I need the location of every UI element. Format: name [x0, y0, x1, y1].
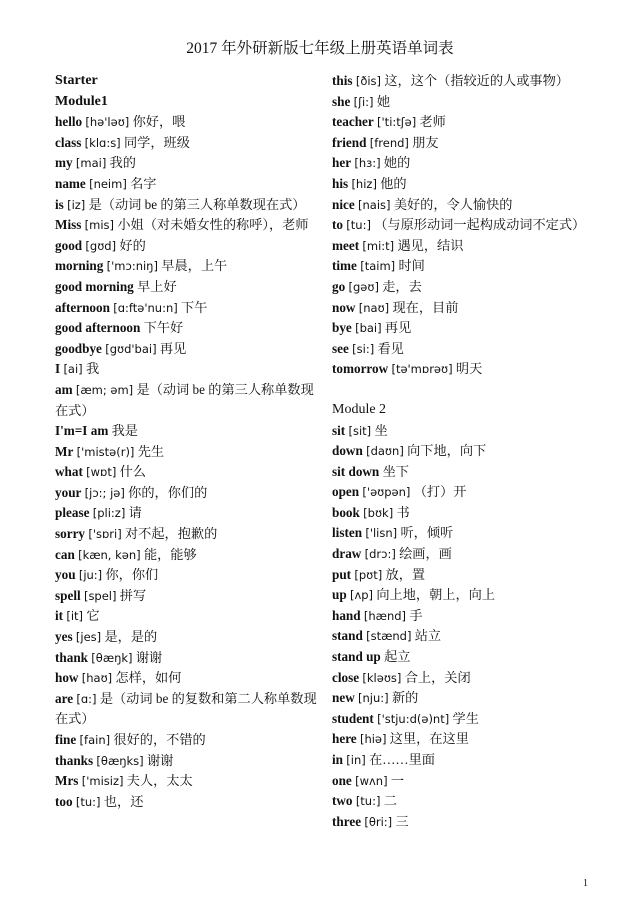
vocab-word: name: [55, 175, 86, 191]
vocab-phonetic: [taim]: [360, 259, 396, 274]
vocab-phonetic: [ʃi:]: [353, 94, 374, 109]
vocab-phonetic: [drɔ:]: [364, 547, 396, 562]
vocab-word: please: [55, 505, 90, 521]
vocab-entry: [332, 421, 602, 442]
vocab-phonetic: [it]: [66, 609, 84, 624]
vocab-word: book: [332, 504, 360, 520]
vocab-entry: [55, 236, 317, 257]
vocab-word: how: [55, 670, 79, 686]
vocab-phonetic: [kæn, kən]: [78, 547, 141, 562]
vocab-entry: [55, 359, 317, 380]
vocab-phonetic: [tu:]: [355, 794, 381, 809]
vocab-phonetic: [pʊt]: [354, 567, 383, 582]
vocab-entry: [55, 195, 317, 216]
vocab-entry: [332, 112, 602, 133]
vocab-word: time: [332, 258, 357, 274]
vocab-word: fine: [55, 732, 77, 747]
vocab-meaning: 是（动词 be 的复数和第二人称单数现在式）: [55, 690, 317, 727]
vocab-word: afternoon: [55, 299, 110, 315]
vocab-word: student: [332, 710, 374, 726]
vocab-phonetic: [jes]: [75, 630, 102, 645]
vocab-meaning: 怎样，如何: [115, 670, 182, 686]
vocab-phonetic: [fain]: [79, 733, 111, 747]
vocab-word: bye: [332, 320, 352, 336]
vocab-word: Mrs: [55, 773, 79, 789]
vocab-phonetic: [hiz]: [351, 176, 377, 191]
vocab-entry: [55, 174, 317, 195]
vocab-phonetic: [kləʊs]: [362, 670, 402, 685]
vocab-entry: [332, 215, 602, 236]
vocab-entry: [55, 648, 317, 669]
right-entry-list-2: [332, 421, 602, 833]
vocab-entry: [55, 771, 317, 792]
vocab-meaning: 遇见，结识: [397, 237, 464, 253]
vocab-phonetic: [frend]: [369, 135, 409, 150]
module-heading-2: Module 2: [332, 401, 387, 417]
vocab-word: now: [332, 299, 356, 315]
vocab-meaning: 拼写: [119, 587, 147, 603]
vocab-entry: [332, 585, 602, 606]
vocab-meaning: 早上好: [137, 278, 177, 294]
vocab-entry: [332, 174, 602, 195]
vocab-phonetic: [spel]: [83, 588, 117, 603]
vocab-meaning: 你，你们: [105, 567, 159, 583]
vocab-meaning: 你好，喂: [132, 114, 186, 130]
vocab-word: good afternoon: [55, 320, 141, 336]
vocab-phonetic: [nju:]: [358, 691, 389, 706]
vocab-entry: [55, 215, 317, 236]
vocab-entry: [332, 750, 602, 771]
vocab-word: her: [332, 155, 352, 171]
vocab-meaning: 他的: [380, 175, 407, 191]
vocab-phonetic: [daʊn]: [366, 444, 404, 459]
vocab-meaning: 时间: [398, 258, 425, 274]
vocab-entry: [332, 441, 602, 462]
vocab-meaning: 再见: [159, 340, 187, 356]
vocab-meaning: 三: [395, 813, 409, 829]
vocab-meaning: 朋友: [412, 134, 439, 150]
vocab-entry: [55, 380, 317, 421]
vocab-meaning: 听，倾听: [400, 525, 454, 541]
vocab-phonetic: [ai]: [63, 362, 83, 377]
left-entry-list: [55, 112, 317, 812]
vocab-meaning: 再见: [384, 320, 412, 336]
vocab-word: yes: [55, 629, 73, 645]
vocab-entry: [55, 318, 317, 339]
vocab-entry: [332, 647, 602, 668]
vocab-phonetic: [stænd]: [366, 629, 412, 644]
vocab-word: close: [332, 669, 360, 685]
vocab-meaning: 现在，目前: [392, 299, 459, 315]
vocab-phonetic: [tu:]: [346, 218, 371, 233]
vocab-meaning: 很好的，不错的: [113, 732, 206, 747]
vocab-meaning: 我是: [111, 423, 138, 439]
vocab-entry: [332, 688, 602, 709]
vocab-phonetic: [ju:]: [78, 568, 103, 583]
vocab-entry: [55, 483, 317, 504]
vocab-meaning: （与原形动词一起构成动词不定式）: [374, 217, 586, 233]
vocab-meaning: 书: [396, 504, 410, 520]
vocab-phonetic: [θri:]: [364, 814, 393, 829]
vocab-meaning: 好的: [119, 237, 146, 253]
vocab-meaning: 坐: [374, 422, 388, 438]
vocab-meaning: 起立: [384, 649, 411, 665]
vocab-word: what: [55, 464, 83, 480]
vocab-entry: [332, 236, 602, 257]
vocab-phonetic: [klɑ:s]: [84, 135, 121, 150]
vocab-entry: [332, 626, 602, 647]
module-heading-1: Module1: [55, 93, 108, 109]
vocab-meaning: 一: [390, 772, 405, 788]
vocab-word: meet: [332, 237, 360, 253]
vocab-word: can: [55, 546, 75, 562]
vocab-phonetic: ['misiz]: [81, 774, 124, 789]
vocab-word: see: [332, 340, 349, 356]
vocab-entry: [332, 195, 602, 216]
vocab-phonetic: ['əʊpən]: [362, 485, 411, 500]
vocab-entry: [332, 771, 602, 792]
vocab-phonetic: [gʊd'bai]: [105, 341, 157, 356]
vocab-word: spell: [55, 587, 81, 603]
vocab-phonetic: [mis]: [84, 218, 115, 233]
vocab-word: I'm=I am: [55, 423, 109, 439]
vocab-entry: [332, 812, 602, 833]
vocab-phonetic: [tə'mɒrəʊ]: [391, 362, 453, 377]
vocab-phonetic: [ʌp]: [349, 588, 374, 603]
vocab-phonetic: [sit]: [348, 423, 372, 438]
vocab-meaning: 向上地，朝上，向上: [376, 587, 496, 603]
vocab-entry: [332, 71, 602, 92]
vocab-entry: [332, 92, 602, 113]
vocab-phonetic: [mai]: [75, 156, 107, 171]
vocab-word: goodbye: [55, 340, 102, 356]
right-column: [332, 71, 602, 832]
vocab-phonetic: [si:]: [352, 341, 375, 356]
vocab-phonetic: [hiə]: [359, 732, 387, 747]
vocab-meaning: 她的: [383, 155, 411, 171]
vocab-phonetic: [ɑ:ftə'nu:n]: [113, 300, 178, 315]
vocab-meaning: 手: [409, 607, 423, 623]
vocab-entry: [332, 565, 602, 586]
vocab-meaning: 早晨，上午: [161, 258, 228, 274]
vocab-entry: [55, 298, 317, 319]
vocab-word: two: [332, 793, 353, 809]
vocab-phonetic: [gəʊ]: [348, 279, 379, 294]
vocab-phonetic: [θæŋk]: [91, 650, 133, 665]
vocab-phonetic: [wʌn]: [355, 773, 388, 788]
vocab-meaning: 谢谢: [146, 752, 174, 768]
vocab-meaning: 这，这个（指较近的人或事物）: [384, 73, 569, 88]
vocab-meaning: 先生: [137, 443, 165, 459]
vocab-meaning: 我的: [109, 155, 136, 171]
vocab-meaning: 下午: [181, 299, 208, 315]
vocab-word: my: [55, 155, 73, 171]
vocab-word: nice: [332, 196, 355, 212]
vocab-phonetic: ['sɒri]: [88, 527, 122, 542]
vocab-entry: [332, 503, 602, 524]
vocab-word: teacher: [332, 114, 374, 130]
vocab-meaning: 它: [86, 608, 100, 624]
vocab-word: stand up: [332, 649, 381, 665]
vocab-phonetic: [haʊ]: [81, 671, 113, 686]
vocab-phonetic: ['mɔ:niŋ]: [106, 259, 158, 274]
vocab-entry: [55, 565, 317, 586]
page-number: 1: [583, 878, 588, 889]
vocab-phonetic: ['ti:tʃə]: [377, 115, 417, 130]
vocab-entry: [332, 359, 602, 380]
vocab-entry: [332, 318, 602, 339]
vocab-meaning: （打）开: [413, 484, 467, 500]
vocab-meaning: 下午好: [143, 320, 184, 336]
vocab-phonetic: ['mistə(r)]: [76, 444, 135, 459]
vocab-meaning: 美好的，令人愉快的: [393, 196, 513, 212]
vocab-word: good morning: [55, 278, 134, 294]
vocab-entry: [332, 668, 602, 689]
vocab-word: Mr: [55, 443, 74, 459]
section-heading-starter: Starter: [55, 73, 98, 88]
vocab-meaning: 夫人，太太: [126, 773, 193, 789]
vocab-phonetic: [hɜ:]: [354, 156, 381, 171]
vocab-entry: [55, 153, 317, 174]
vocab-word: good: [55, 237, 83, 253]
vocab-entry: [332, 339, 602, 360]
vocab-entry: [332, 791, 602, 812]
vocab-word: in: [332, 752, 343, 767]
vocab-entry: [332, 256, 602, 277]
vocab-entry: [332, 298, 602, 319]
vocab-phonetic: [neim]: [89, 176, 127, 191]
vocab-word: open: [332, 484, 360, 500]
vocab-entry: [332, 729, 602, 750]
vocab-word: sit down: [332, 463, 380, 479]
vocab-entry: [55, 751, 317, 772]
vocab-entry: [55, 442, 317, 463]
vocab-meaning: 这里，在这里: [389, 731, 469, 747]
vocab-entry: [55, 689, 317, 730]
vocab-meaning: 合上，关闭: [404, 669, 471, 685]
vocab-phonetic: [in]: [346, 753, 366, 767]
vocab-phonetic: [gʊd]: [85, 238, 117, 253]
vocab-entry: [55, 792, 317, 813]
vocab-word: to: [332, 217, 343, 233]
vocab-entry: [332, 544, 602, 565]
vocab-word: you: [55, 567, 76, 583]
vocab-entry: [332, 523, 602, 544]
vocab-entry: [55, 545, 317, 566]
vocab-entry: [55, 730, 317, 751]
vocab-phonetic: [tu:]: [75, 794, 101, 809]
vocab-word: go: [332, 278, 346, 294]
vocab-phonetic: [iz]: [67, 197, 86, 212]
vocab-meaning: 请: [128, 505, 142, 521]
vocab-word: here: [332, 731, 357, 747]
vocab-phonetic: [æm; əm]: [75, 382, 134, 397]
page-title: 2017 年外研新版七年级上册英语单词表: [186, 40, 454, 57]
vocab-entry: [55, 112, 317, 133]
vocab-entry: [55, 277, 317, 298]
vocab-entry: [55, 606, 317, 627]
vocab-meaning: 也，还: [103, 793, 144, 809]
vocab-meaning: 对不起，抱歉的: [124, 526, 218, 542]
vocab-entry: [55, 668, 317, 689]
vocab-entry: [332, 709, 602, 730]
vocab-meaning: 明天: [455, 361, 483, 377]
vocab-phonetic: [hænd]: [363, 608, 407, 623]
vocab-phonetic: ['stju:d(ə)nt]: [377, 711, 450, 726]
vocab-phonetic: [bʊk]: [363, 505, 394, 520]
vocab-meaning: 她: [376, 93, 391, 109]
vocab-meaning: 是，是的: [104, 629, 158, 645]
vocab-word: stand: [332, 628, 363, 644]
vocab-meaning: 你的，你们的: [128, 484, 208, 500]
vocab-phonetic: [jɔ:; jə]: [84, 485, 125, 500]
vocab-entry: [332, 153, 602, 174]
section-gap: [332, 380, 602, 400]
vocab-meaning: 名字: [130, 175, 157, 191]
vocab-entry: [55, 524, 317, 545]
vocab-phonetic: [ðis]: [355, 74, 382, 88]
vocab-meaning: 谢谢: [135, 649, 163, 665]
vocab-word: his: [332, 175, 349, 191]
vocab-entry: [55, 133, 317, 154]
vocab-word: three: [332, 813, 362, 829]
vocab-word: up: [332, 587, 347, 603]
vocab-word: I: [55, 361, 61, 377]
vocab-entry: [55, 586, 317, 607]
vocab-meaning: 是（动词 be 的第三人称单数现在式）: [55, 381, 314, 418]
vocab-word: your: [55, 484, 82, 500]
vocab-word: friend: [332, 134, 367, 150]
vocab-meaning: 看见: [377, 340, 404, 356]
vocab-word: are: [55, 690, 74, 706]
vocab-entry: [55, 421, 317, 442]
vocab-meaning: 同学，班级: [123, 134, 190, 150]
vocab-entry: [55, 339, 317, 360]
vocab-phonetic: [θæŋks]: [96, 753, 144, 768]
vocab-phonetic: [mi:t]: [362, 238, 395, 253]
vocab-entry: [55, 256, 317, 277]
vocab-entry: [332, 277, 602, 298]
vocab-word: down: [332, 443, 363, 459]
vocab-entry: [332, 606, 602, 627]
vocab-word: hand: [332, 607, 361, 623]
vocab-entry: [332, 462, 602, 483]
vocab-word: this: [332, 73, 353, 88]
vocab-phonetic: ['lisn]: [365, 526, 398, 541]
vocab-phonetic: [wɒt]: [86, 465, 117, 480]
vocab-meaning: 什么: [119, 464, 146, 480]
vocab-word: put: [332, 566, 352, 582]
vocab-word: is: [55, 196, 64, 212]
vocab-word: sit: [332, 422, 346, 438]
vocab-word: listen: [332, 525, 363, 541]
vocab-meaning: 老师: [419, 114, 446, 130]
vocab-meaning: 绘画，画: [399, 546, 452, 562]
vocab-phonetic: [pli:z]: [92, 506, 126, 521]
vocab-meaning: 站立: [414, 628, 442, 644]
vocab-word: thanks: [55, 752, 94, 768]
vocab-entry: [55, 462, 317, 483]
vocab-word: class: [55, 134, 82, 150]
vocab-meaning: 能，能够: [143, 546, 197, 562]
vocab-meaning: 是（动词 be 的第三人称单数现在式）: [88, 196, 306, 212]
vocab-word: hello: [55, 114, 83, 130]
vocab-word: thank: [55, 649, 88, 665]
vocab-entry: [332, 482, 602, 503]
vocab-word: new: [332, 690, 355, 706]
vocab-word: tomorrow: [332, 361, 389, 377]
vocab-phonetic: [naʊ]: [358, 300, 390, 315]
vocab-meaning: 放，置: [385, 566, 426, 582]
vocab-meaning: 向下地，向下: [407, 443, 487, 459]
vocab-phonetic: [ɑ:]: [76, 691, 97, 706]
vocab-word: sorry: [55, 526, 86, 542]
vocab-phonetic: [nais]: [358, 197, 391, 212]
vocab-word: too: [55, 793, 73, 809]
vocab-entry: [332, 133, 602, 154]
vocab-meaning: 走，去: [382, 278, 422, 294]
vocab-meaning: 在……里面: [369, 752, 435, 767]
vocab-word: it: [55, 608, 64, 624]
vocab-meaning: 新的: [391, 690, 419, 706]
vocab-word: she: [332, 93, 351, 109]
vocab-word: draw: [332, 546, 362, 562]
vocab-meaning: 我: [85, 361, 100, 377]
vocab-phonetic: [bai]: [355, 321, 382, 336]
vocab-word: am: [55, 381, 73, 397]
right-entry-list-1: [332, 71, 602, 380]
vocab-entry: [55, 503, 317, 524]
vocab-meaning: 二: [383, 793, 397, 809]
vocab-word: morning: [55, 258, 104, 274]
vocab-phonetic: [hə'ləʊ]: [85, 115, 130, 130]
left-column: [55, 71, 317, 812]
vocab-word: Miss: [55, 217, 82, 233]
vocab-meaning: 坐下: [382, 463, 409, 479]
vocab-meaning: 小姐（对未婚女性的称呼），老师: [117, 217, 309, 233]
vocab-word: one: [332, 772, 352, 788]
vocab-entry: [55, 627, 317, 648]
vocab-meaning: 学生: [452, 710, 479, 726]
